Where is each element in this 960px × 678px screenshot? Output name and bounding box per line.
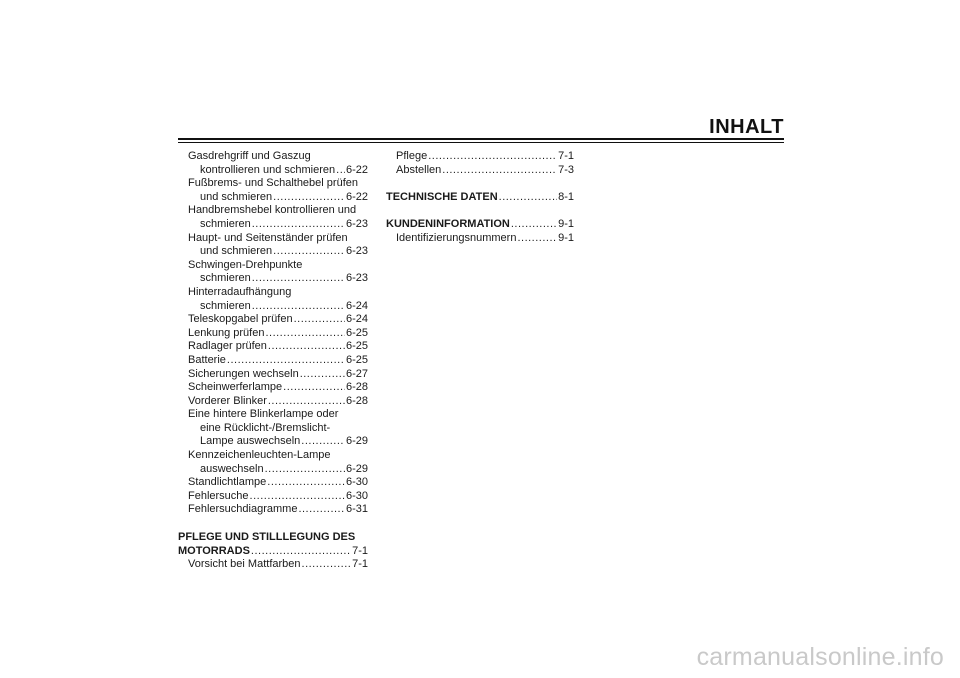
toc-entry[interactable] — [178, 395, 368, 409]
toc-page-number: 9-1 — [558, 231, 574, 244]
toc-leader-dots — [301, 435, 345, 449]
toc-page-number: 7-1 — [352, 558, 368, 571]
toc-page-number: 6-23 — [345, 245, 368, 258]
toc-leader-dots — [298, 503, 345, 517]
toc-entry[interactable] — [178, 476, 368, 490]
toc-line — [178, 300, 368, 314]
toc-entry-label: Vorderer Blinker — [188, 394, 267, 407]
toc-line — [178, 395, 368, 409]
toc-leader-dots — [428, 150, 557, 164]
watermark: carmanualsonline.info — [696, 643, 944, 671]
toc-chapter-8[interactable] — [386, 191, 574, 205]
toc-line — [178, 164, 368, 178]
toc-entry-label: Sicherungen wechseln — [188, 367, 299, 380]
toc-entry[interactable] — [178, 449, 368, 476]
toc-page-number: 7-3 — [558, 163, 574, 176]
toc-entry-label: Eine hintere Blinkerlampe oder — [188, 408, 339, 421]
toc-line — [178, 150, 368, 164]
toc-line — [178, 204, 368, 218]
toc-entry-label: Radlager prüfen — [188, 340, 267, 353]
toc-entry-label: Abstellen — [396, 163, 442, 176]
toc-entry-label: schmieren — [200, 272, 251, 285]
toc-line — [178, 558, 368, 572]
toc-line — [178, 191, 368, 205]
toc-entry[interactable] — [178, 313, 368, 327]
toc-page-number: 6-25 — [345, 340, 368, 353]
toc-entry-label: Standlichtlampe — [188, 476, 267, 489]
toc-leader-dots — [252, 218, 345, 232]
toc-right-column — [386, 150, 574, 245]
toc-entry[interactable] — [178, 204, 368, 231]
toc-page-number: 6-28 — [345, 394, 368, 407]
toc-page-number: 6-22 — [345, 190, 368, 203]
toc-leader-dots — [283, 381, 345, 395]
toc-page-number: 6-25 — [345, 326, 368, 339]
toc-entry-label: Pflege — [396, 150, 428, 162]
toc-line — [178, 368, 368, 382]
toc-page-number: 6-23 — [345, 217, 368, 230]
toc-line — [178, 476, 368, 490]
toc-entry[interactable] — [178, 150, 368, 177]
toc-entry-label: Lampe auswechseln — [200, 435, 301, 448]
toc-entry[interactable] — [178, 340, 368, 354]
toc-page-number: 7-1 — [558, 150, 574, 162]
spacer — [386, 177, 574, 191]
toc-leader-dots — [302, 558, 352, 572]
toc-entry-label: Haupt- und Seitenständer prüfen — [188, 231, 348, 244]
toc-entry[interactable] — [386, 150, 574, 164]
toc-entry-label: Fehlersuche — [188, 489, 249, 502]
toc-line — [178, 408, 368, 422]
toc-leader-dots — [511, 218, 557, 232]
toc-entry-label: Vorsicht bei Mattfarben — [188, 558, 301, 571]
toc-leader-dots — [250, 490, 345, 504]
toc-leader-dots — [499, 191, 557, 205]
toc-entry-label: MOTORRADS — [178, 544, 250, 557]
toc-leader-dots — [442, 164, 557, 178]
toc-leader-dots — [294, 313, 345, 327]
header-rule — [178, 138, 784, 140]
toc-entry-label: PFLEGE UND STILLLEGUNG DES — [178, 531, 356, 544]
toc-page-number: 6-25 — [345, 353, 368, 366]
toc-line — [178, 422, 368, 436]
toc-leader-dots — [252, 272, 345, 286]
toc-leader-dots — [268, 340, 345, 354]
toc-line — [178, 545, 368, 559]
toc-line — [178, 449, 368, 463]
toc-page-number: 6-24 — [345, 299, 368, 312]
toc-entry[interactable] — [178, 354, 368, 368]
toc-page-number: 6-27 — [345, 367, 368, 380]
toc-entry-label: schmieren — [200, 299, 251, 312]
toc-line — [178, 218, 368, 232]
toc-line — [386, 218, 574, 232]
toc-page-number: 6-22 — [345, 163, 368, 176]
toc-entry[interactable] — [178, 503, 368, 517]
toc-entry[interactable] — [178, 368, 368, 382]
toc-entry-label: und schmieren — [200, 190, 273, 203]
header-rule-thin — [178, 142, 784, 143]
toc-entry-label: Fußbrems- und Schalthebel prüfen — [188, 177, 358, 190]
toc-line — [178, 272, 368, 286]
toc-entry-label: Teleskopgabel prüfen — [188, 313, 293, 326]
toc-line — [178, 463, 368, 477]
toc-line — [178, 490, 368, 504]
toc-leader-dots — [252, 300, 345, 314]
toc-page-number: 9-1 — [558, 217, 574, 230]
toc-line — [386, 150, 574, 164]
toc-entry-label: Fehlersuchdiagramme — [188, 503, 298, 516]
toc-entry-label: Batterie — [188, 353, 226, 366]
toc-page-number: 8-1 — [558, 190, 574, 203]
toc-line — [178, 232, 368, 246]
toc-entry-label: Hinterradaufhängung — [188, 285, 292, 298]
toc-line — [178, 503, 368, 517]
toc-chapter-9[interactable] — [386, 218, 574, 232]
toc-line — [178, 177, 368, 191]
toc-page-number: 6-29 — [345, 435, 368, 448]
toc-leader-dots — [265, 327, 345, 341]
toc-page-number: 6-28 — [345, 381, 368, 394]
toc-line — [178, 286, 368, 300]
toc-line — [386, 191, 574, 205]
toc-chapter-7[interactable] — [178, 531, 368, 558]
spacer — [386, 204, 574, 218]
toc-page-number: 6-23 — [345, 272, 368, 285]
toc-page-number: 6-31 — [345, 503, 368, 516]
toc-entry-label: und schmieren — [200, 245, 273, 258]
toc-leader-dots — [273, 245, 345, 259]
toc-entry[interactable] — [178, 259, 368, 286]
toc-entry-label: eine Rücklicht-/Bremslicht- — [200, 421, 331, 434]
toc-entry-label: kontrollieren und schmieren — [200, 163, 336, 176]
toc-leader-dots — [517, 232, 557, 246]
page-title: INHALT — [709, 116, 784, 138]
toc-entry[interactable] — [178, 286, 368, 313]
toc-entry[interactable] — [178, 177, 368, 204]
toc-entry-label: Scheinwerferlampe — [188, 381, 283, 394]
toc-entry-label: Schwingen-Drehpunkte — [188, 258, 303, 271]
toc-line — [178, 327, 368, 341]
toc-line — [178, 435, 368, 449]
toc-entry[interactable] — [178, 490, 368, 504]
toc-line — [386, 164, 574, 178]
toc-line — [178, 340, 368, 354]
toc-page-number: 6-30 — [345, 489, 368, 502]
toc-entry-label: Gasdrehgriff und Gaszug — [188, 150, 311, 162]
toc-entry-label: Identifizierungsnummern — [396, 231, 517, 244]
toc-leader-dots — [267, 476, 345, 490]
toc-entry[interactable] — [386, 164, 574, 178]
toc-leader-dots — [300, 368, 345, 382]
toc-line — [178, 313, 368, 327]
toc-entry[interactable] — [178, 381, 368, 395]
toc-line — [178, 259, 368, 273]
toc-leader-dots — [268, 395, 345, 409]
toc-entry-label: Lenkung prüfen — [188, 326, 265, 339]
toc-entry-label: TECHNISCHE DATEN — [386, 190, 498, 203]
toc-page-number: 6-29 — [345, 462, 368, 475]
toc-page-number: 7-1 — [352, 544, 368, 557]
spacer — [178, 517, 368, 531]
toc-entry-label: Handbremshebel kontrollieren und — [188, 204, 357, 217]
toc-leader-dots — [251, 545, 351, 559]
toc-leader-dots — [265, 463, 345, 477]
toc-entry-label: auswechseln — [200, 462, 264, 475]
toc-entry[interactable] — [178, 558, 368, 572]
toc-leader-dots — [273, 191, 345, 205]
toc-entry[interactable] — [178, 232, 368, 259]
toc-line — [178, 354, 368, 368]
toc-leader-dots — [227, 354, 345, 368]
toc-entry[interactable] — [178, 327, 368, 341]
toc-entry[interactable] — [178, 408, 368, 449]
toc-line — [178, 245, 368, 259]
toc-entry-label: schmieren — [200, 217, 251, 230]
toc-line — [178, 531, 368, 545]
toc-page-number: 6-24 — [345, 313, 368, 326]
toc-entry-label: Kennzeichenleuchten-Lampe — [188, 449, 331, 462]
toc-line — [178, 381, 368, 395]
toc-leader-dots — [336, 164, 345, 178]
toc-entry-label: KUNDENINFORMATION — [386, 217, 510, 230]
toc-left-column — [178, 150, 368, 572]
toc-line — [386, 232, 574, 246]
toc-page-number: 6-30 — [345, 476, 368, 489]
toc-entry[interactable] — [386, 232, 574, 246]
